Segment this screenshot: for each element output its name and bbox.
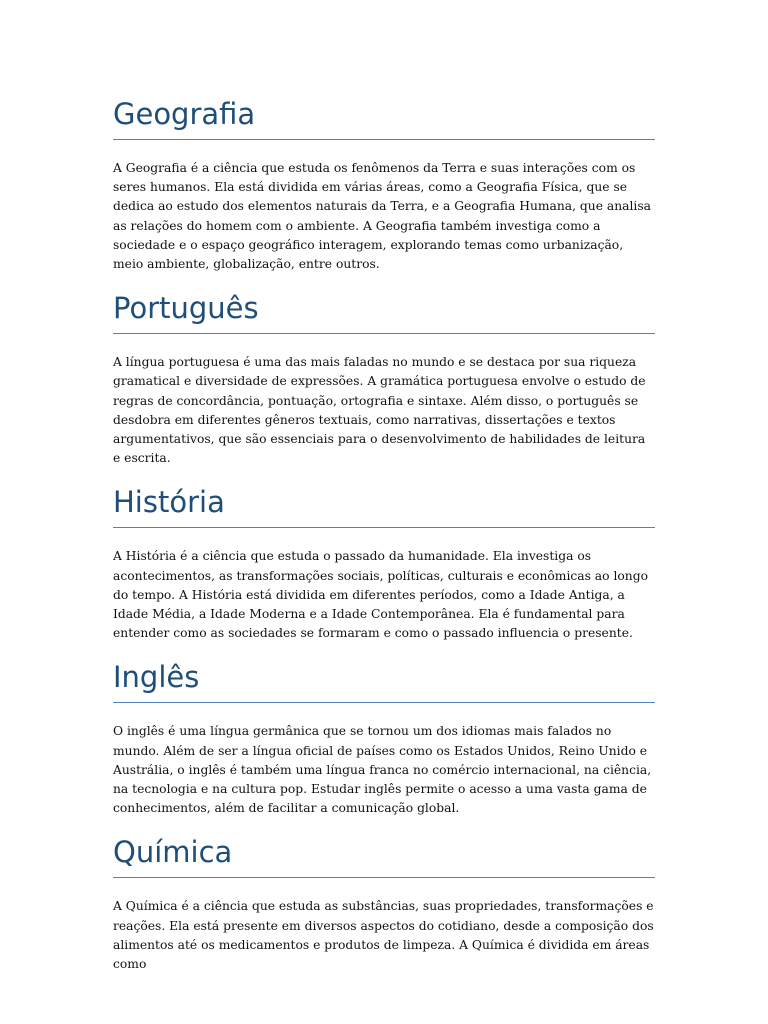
heading-historia: História [113, 485, 225, 520]
heading-underline [113, 877, 655, 878]
heading-underline [113, 527, 655, 528]
section-portugues [113, 288, 655, 468]
heading-underline [113, 333, 655, 334]
section-quimica [113, 832, 655, 974]
heading-geografia: Geografia [113, 97, 256, 131]
paragraph-geografia: A Geografia é a ciência que estuda os fenômenos da Terra e suas interações com os seres humanos. Ela está dividida em várias áreas, como a Geografia Física, que se dedica ao estudo dos elementos naturais da Terra, e a Geografia Humana, que analisa as relações do homem com o ambiente. A Geografia também investiga como a sociedade e o espaço geográfico interagem, explorando temas como urbanização, meio ambiente, globalização, entre outros. [113, 161, 652, 272]
heading-portugues: Português [113, 291, 259, 326]
section-ingles [113, 657, 655, 818]
document-page [113, 94, 655, 988]
paragraph-quimica: A Química é a ciência que estuda as substâncias, suas propriedades, transformações e reações. Ela está presente em diversos aspectos do cotidiano, desde a composição dos alimentos até os medicamentos e produtos de limpeza. A Química é dividida em áreas como [113, 899, 654, 972]
section-geografia [113, 94, 655, 274]
heading-ingles: Inglês [113, 660, 200, 695]
paragraph-portugues: A língua portuguesa é uma das mais faladas no mundo e se destaca por sua riqueza gramatical e diversidade de expressões. A gramática portuguesa envolve o estudo de regras de concordância, pontuação, ortografia e sintaxe. Além disso, o português se desdobra em diferentes gêneros textuais, como narrativas, dissertações e textos argumentativos, que são essenciais para o desenvolvimento de habilidades de leitura e escrita. [113, 355, 646, 466]
paragraph-historia: A História é a ciência que estuda o passado da humanidade. Ela investiga os acontecimentos, as transformações sociais, políticas, culturais e econômicas ao longo do tempo. A História está dividida em diferentes períodos, como a Idade Antiga, a Idade Média, a Idade Moderna e a Idade Contemporânea. Ela é fundamental para entender como as sociedades se formaram e como o passado influencia o presente. [113, 549, 648, 641]
paragraph-ingles: O inglês é uma língua germânica que se tornou um dos idiomas mais falados no mundo. Além de ser a língua oficial de países como os Estados Unidos, Reino Unido e Austrália, o inglês é também uma língua franca no comércio internacional, na ciência, na tecnologia e na cultura pop. Estudar inglês permite o acesso a uma vasta gama de conhecimentos, além de facilitar a comunicação global. [113, 724, 652, 816]
heading-quimica: Química [113, 835, 233, 870]
section-historia [113, 482, 655, 643]
heading-underline [113, 139, 655, 140]
heading-underline [113, 702, 655, 703]
